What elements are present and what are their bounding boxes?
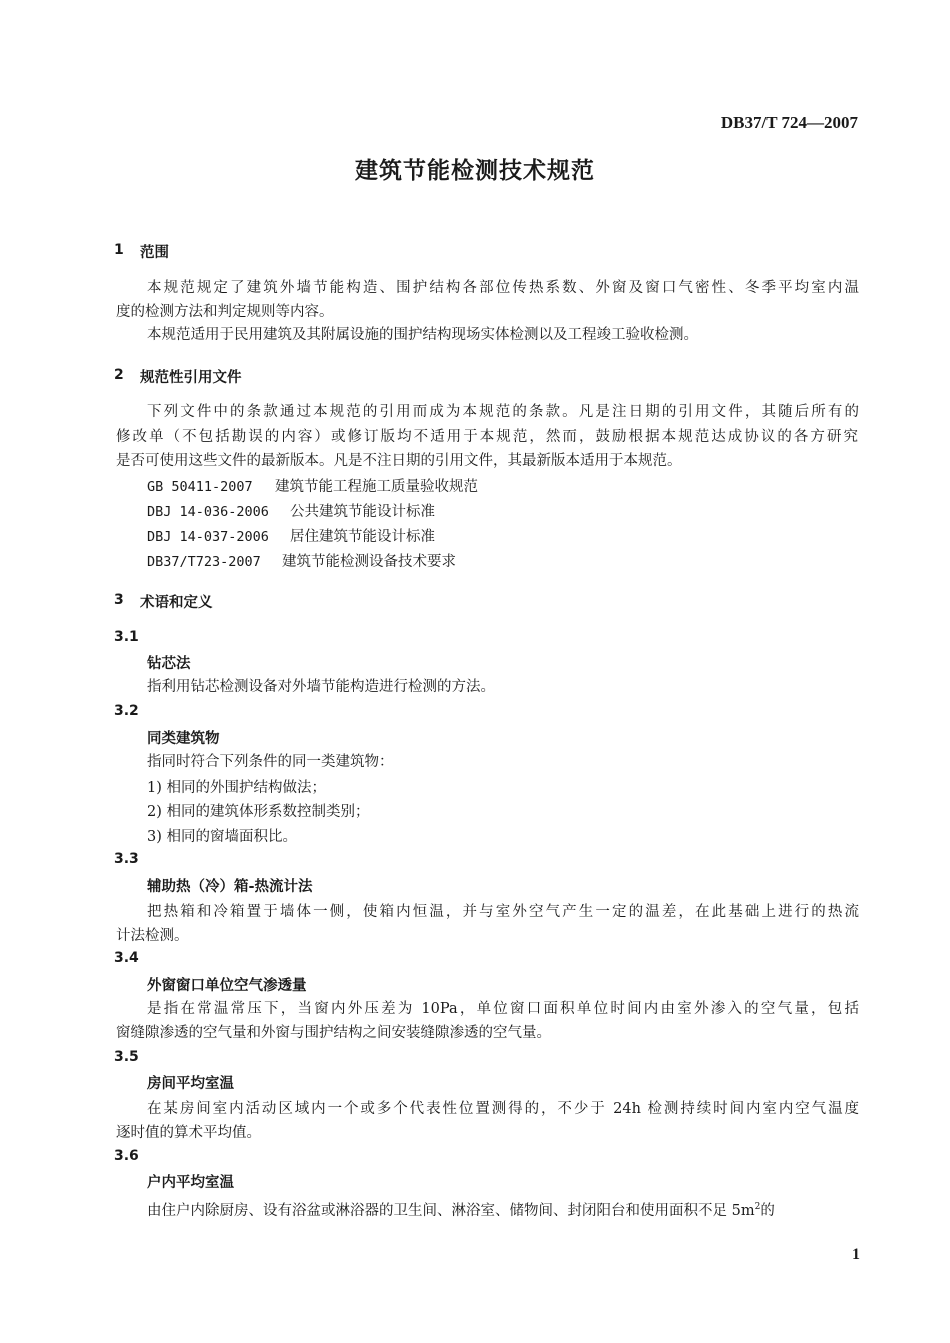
term-definition-text: 由住户内除厨房、设有浴盆或淋浴器的卫生间、淋浴室、储物间、封闭阳台和使用面积不足 5m bbox=[147, 1202, 755, 1219]
term-definition-line-2: 逐时值的算术平均值。 bbox=[116, 1125, 261, 1141]
list-item: 3) 相同的窗墙面积比。 bbox=[147, 829, 297, 845]
term-name: 钻芯法 bbox=[147, 656, 191, 672]
document-title: 建筑节能检测技术规范 bbox=[355, 158, 595, 184]
list-item: 2) 相同的建筑体形系数控制类别； bbox=[147, 804, 370, 820]
standard-code: DB37/T 724—2007 bbox=[720, 113, 858, 132]
reference-code: DBJ 14-036-2006 bbox=[147, 504, 269, 520]
page-number: 1 bbox=[852, 1246, 860, 1263]
term-definition-line-1: 是指在常温常压下，当窗内外压差为 10Pa，单位窗口面积单位时间内由室外渗入的空气量，包括 bbox=[147, 1001, 859, 1017]
reference-code: DB37/T723-2007 bbox=[147, 554, 261, 570]
term-name: 辅助热（冷）箱-热流计法 bbox=[147, 879, 313, 895]
term-name: 外窗窗口单位空气渗透量 bbox=[147, 978, 307, 994]
term-name: 同类建筑物 bbox=[147, 731, 220, 747]
term-number: 3.4 bbox=[114, 950, 139, 966]
term-definition-line-2: 窗缝隙渗透的空气量和外窗与围护结构之间安装缝隙渗透的空气量。 bbox=[116, 1025, 551, 1041]
section-1-paragraph-1-line-2: 度的检测方法和判定规则等内容。 bbox=[116, 304, 334, 320]
reference-name: 建筑节能工程施工质量验收规范 bbox=[275, 479, 478, 495]
section-2-title: 规范性引用文件 bbox=[140, 370, 242, 386]
term-name: 房间平均室温 bbox=[147, 1076, 234, 1092]
term-number: 3.3 bbox=[114, 851, 139, 867]
reference-code: DBJ 14-037-2006 bbox=[147, 529, 269, 545]
section-2-paragraph-line-3: 是否可使用这些文件的最新版本。凡是不注日期的引用文件，其最新版本适用于本规范。 bbox=[116, 453, 682, 469]
section-1-paragraph-1-line-1: 本规范规定了建筑外墙节能构造、围护结构各部位传热系数、外窗及窗口气密性、冬季平均室内温 bbox=[147, 280, 859, 296]
reference-name: 居住建筑节能设计标准 bbox=[290, 529, 435, 545]
section-3-title: 术语和定义 bbox=[140, 595, 213, 611]
reference-item bbox=[147, 550, 456, 575]
reference-item bbox=[147, 500, 435, 525]
section-2-paragraph-line-2: 修改单（不包括勘误的内容）或修订版均不适用于本规范，然而，鼓励根据本规范达成协议的各方研究 bbox=[116, 429, 858, 445]
term-definition: 指利用钻芯检测设备对外墙节能构造进行检测的方法。 bbox=[147, 679, 495, 695]
term-definition-line-1: 在某房间室内活动区域内一个或多个代表性位置测得的，不少于 24h 检测持续时间内室内空气温度 bbox=[147, 1101, 859, 1117]
term-number: 3.5 bbox=[114, 1049, 139, 1065]
section-1-title: 范围 bbox=[140, 245, 169, 261]
section-3-number: 3 bbox=[114, 592, 124, 608]
term-number: 3.6 bbox=[114, 1148, 139, 1164]
term-definition: 指同时符合下列条件的同一类建筑物： bbox=[147, 754, 394, 770]
term-number: 3.2 bbox=[114, 703, 139, 719]
reference-item bbox=[147, 525, 435, 550]
term-definition-line-2: 计法检测。 bbox=[116, 928, 189, 944]
superscript: 2 bbox=[754, 1202, 761, 1212]
reference-code: GB 50411-2007 bbox=[147, 479, 253, 495]
term-number: 3.1 bbox=[114, 629, 139, 645]
term-definition-line-1 bbox=[147, 1195, 775, 1224]
list-item: 1) 相同的外围护结构做法； bbox=[147, 780, 326, 796]
term-name: 户内平均室温 bbox=[147, 1175, 234, 1191]
term-definition-tail: 的 bbox=[760, 1202, 775, 1219]
term-definition-line-1: 把热箱和冷箱置于墙体一侧，使箱内恒温，并与室外空气产生一定的温差，在此基础上进行的热流 bbox=[147, 904, 859, 920]
section-2-paragraph-line-1: 下列文件中的条款通过本规范的引用而成为本规范的条款。凡是注日期的引用文件，其随后所有的 bbox=[147, 404, 859, 420]
section-2-number: 2 bbox=[114, 367, 124, 383]
section-1-number: 1 bbox=[114, 242, 124, 258]
section-1-paragraph-2: 本规范适用于民用建筑及其附属设施的围护结构现场实体检测以及工程竣工验收检测。 bbox=[147, 327, 698, 343]
reference-item bbox=[147, 475, 478, 500]
reference-name: 建筑节能检测设备技术要求 bbox=[282, 554, 456, 570]
reference-name: 公共建筑节能设计标准 bbox=[290, 504, 435, 520]
